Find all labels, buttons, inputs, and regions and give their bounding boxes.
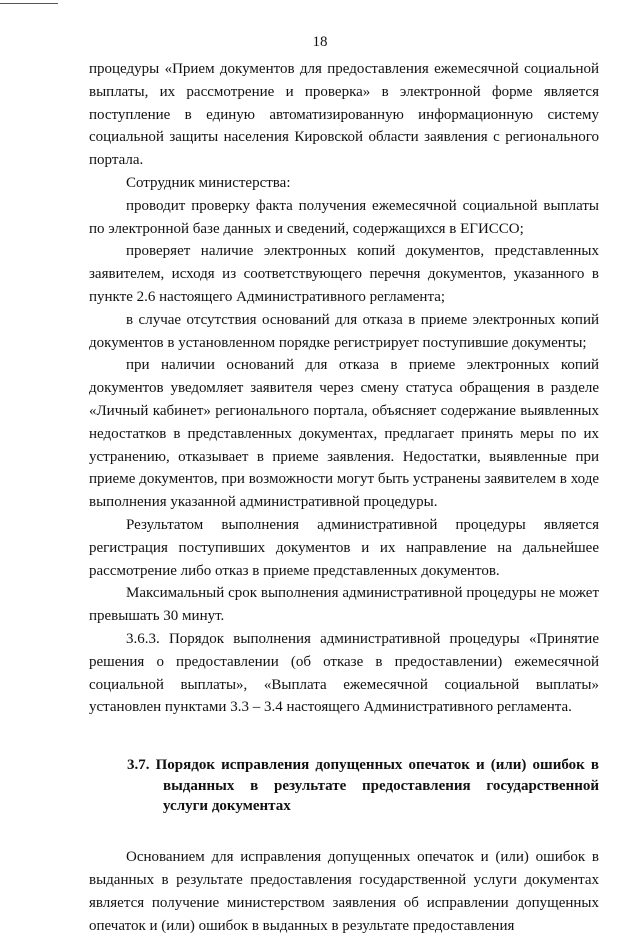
- paragraph-check-payment: проводит проверку факта получения ежемесячной социальной выплаты по электронной базе данных и сведений, содержащихся в ЕГИССО;: [89, 197, 599, 237]
- paragraph-result: Результатом выполнения административной процедуры является регистрация поступивших документов и их направление на дальнейшее рассмотрение либо отказ в приеме представленных документов.: [89, 516, 599, 579]
- paragraph-refusal-notice: при наличии оснований для отказа в приеме электронных копий документов уведомляет заявителя через смену статуса обращения в разделе «Личный кабинет» регионального портала, объясняет содержание выявленных недостатков в представленных документах, предлагает принять меры по их устранению, отказывает в приеме заявления. Недостатки, выявленные при приеме документов, при возможности могут быть устранены заявителем в ходе выполнения указанной административной процедуры.: [89, 357, 599, 511]
- paragraph-staff-intro: Сотрудник министерства:: [126, 174, 291, 191]
- paragraph-check-copies: проверяет наличие электронных копий документов, представленных заявителем, исходя из соответствующего перечня документов, указанного в пункте 2.6 настоящего Административного регламента;: [89, 243, 599, 305]
- paragraph-basis-correction: Основанием для исправления допущенных опечаток и (или) ошибок в выданных в результате предоставления государственной услуги документах является получение министерством заявления об исправлении допущенных опечаток и (или) ошибок в выданных в результате предоставления: [89, 849, 599, 934]
- document-body: [89, 58, 599, 938]
- paragraph-max-time: Максимальный срок выполнения административной процедуры не может превышать 30 минут.: [89, 585, 599, 625]
- paragraph-register: в случае отсутствия оснований для отказа в приеме электронных копий документов в установленном порядке регистрирует поступившие документы;: [89, 311, 599, 351]
- page-number: 18: [312, 34, 328, 50]
- paragraph-3-6-3: 3.6.3. Порядок выполнения административной процедуры «Принятие решения о предоставлении (об отказе в предоставлении) ежемесячной социальной выплаты», «Выплата ежемесячной социальной выплаты» установлен пунктами 3.3 – 3.4 настоящего Административного регламента.: [89, 630, 599, 716]
- section-heading-3-7: 3.7. Порядок исправления допущенных опечаток и (или) ошибок в выданных в результате предоставления государственной услуги документах: [127, 757, 599, 814]
- paragraph-continuation: процедуры «Прием документов для предоставления ежемесячной социальной выплаты, их рассмотрение и проверка» в электронной форме является поступление в единую автоматизированную информационную систему социальной защиты населения Кировской области заявления с регионального портала.: [89, 61, 599, 169]
- heading-spacer: [89, 816, 599, 846]
- corner-rule: [0, 3, 58, 4]
